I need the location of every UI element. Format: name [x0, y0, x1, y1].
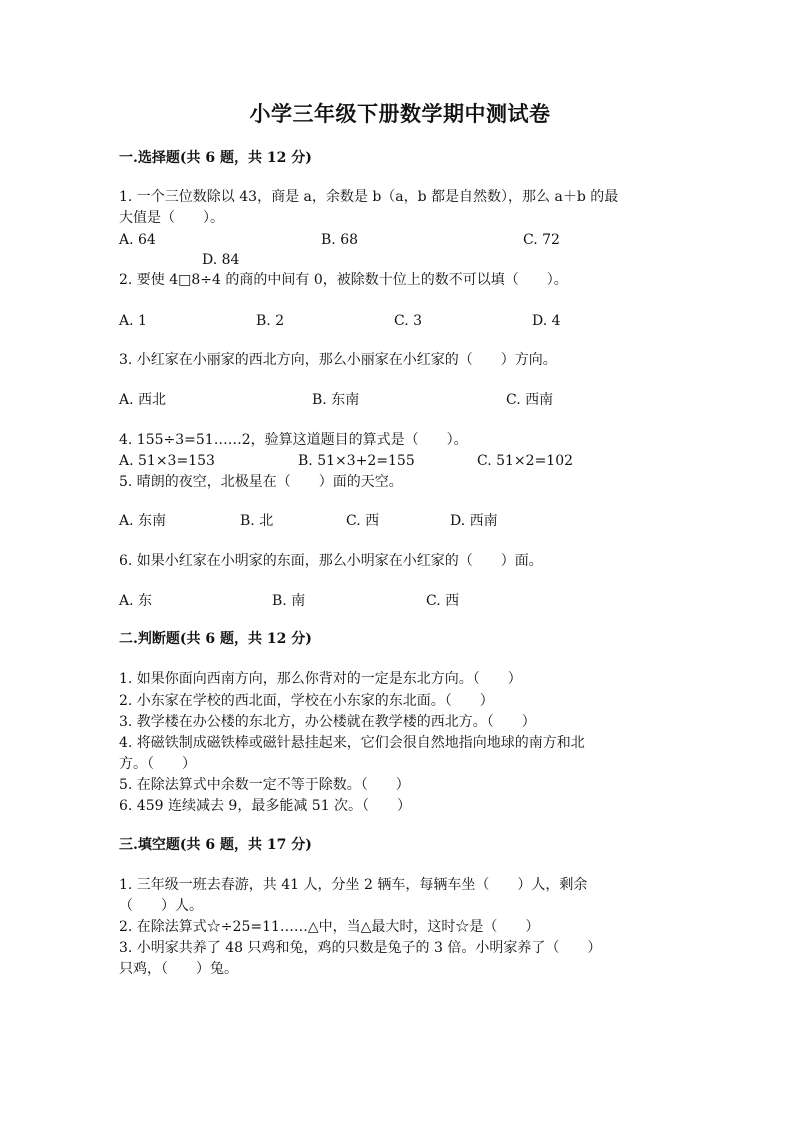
- judgment-item-5: 5. 在除法算式中余数一定不等于除数。（ ）: [119, 777, 410, 793]
- question-6-option-c: C. 西: [426, 593, 460, 609]
- question-1-text-line1: 1. 一个三位数除以 43，商是 a，余数是 b（a，b 都是自然数），那么 a＋b 的最: [119, 189, 619, 205]
- judgment-item-6: 6. 459 连续减去 9，最多能减 51 次。（ ）: [119, 798, 412, 814]
- question-5-option-b: B. 北: [240, 513, 274, 529]
- question-4-option-c: C. 51×2=102: [477, 453, 574, 469]
- question-3-option-c: C. 西南: [506, 392, 554, 408]
- question-3-option-b: B. 东南: [312, 392, 360, 408]
- question-1-text-line2: 大值是（ ）。: [119, 210, 224, 226]
- judgment-item-3: 3. 教学楼在办公楼的东北方，办公楼就在教学楼的西北方。（ ）: [119, 714, 536, 730]
- page-title: 小学三年级下册数学期中测试卷: [249, 101, 551, 126]
- question-5-option-a: A. 东南: [119, 513, 167, 529]
- question-2-option-c: C. 3: [394, 313, 423, 329]
- question-4-option-a: A. 51×3=153: [119, 453, 215, 469]
- question-2-option-d: D. 4: [532, 313, 561, 329]
- question-1-option-b: B. 68: [321, 232, 359, 248]
- question-5-text: 5. 晴朗的夜空，北极星在（ ）面的天空。: [119, 474, 403, 490]
- question-2-option-a: A. 1: [119, 313, 147, 329]
- judgment-item-4-line2: 方。（ ）: [119, 756, 196, 772]
- question-6-option-a: A. 东: [119, 593, 153, 609]
- question-6-option-b: B. 南: [272, 593, 306, 609]
- question-2-option-b: B. 2: [256, 313, 285, 329]
- question-3-text: 3. 小红家在小丽家的西北方向，那么小丽家在小红家的（ ）方向。: [119, 352, 557, 368]
- question-4-text: 4. 155÷3=51……2，验算这道题目的算式是（ ）。: [119, 432, 468, 448]
- judgment-item-1: 1. 如果你面向西南方向，那么你背对的一定是东北方向。（ ）: [119, 671, 522, 687]
- section-heading-judgment: 二.判断题(共 6 题，共 12 分): [119, 631, 312, 647]
- judgment-item-4-line1: 4. 将磁铁制成磁铁棒或磁针悬挂起来，它们会很自然地指向地球的南方和北: [119, 735, 585, 751]
- judgment-item-2: 2. 小东家在学校的西北面，学校在小东家的东北面。（ ）: [119, 693, 494, 709]
- section-heading-choice: 一.选择题(共 6 题，共 12 分): [119, 150, 312, 166]
- question-2-text: 2. 要使 4□8÷4 的商的中间有 0，被除数十位上的数不可以填（ ）。: [119, 272, 568, 288]
- fill-item-3-line1: 3. 小明家共养了 48 只鸡和兔，鸡的只数是兔子的 3 倍。小明家养了（ ）: [119, 940, 602, 956]
- question-6-text: 6. 如果小红家在小明家的东面，那么小明家在小红家的（ ）面。: [119, 553, 543, 569]
- question-3-option-a: A. 西北: [119, 392, 167, 408]
- question-5-option-c: C. 西: [346, 513, 380, 529]
- fill-item-3-line2: 只鸡，（ ）兔。: [119, 961, 238, 977]
- question-1-option-d: D. 84: [202, 252, 240, 268]
- section-heading-fill-blank: 三.填空题(共 6 题，共 17 分): [119, 837, 312, 853]
- fill-item-1-line2: （ ）人。: [119, 898, 203, 914]
- question-5-option-d: D. 西南: [450, 513, 498, 529]
- question-1-option-c: C. 72: [523, 232, 560, 248]
- question-1-option-a: A. 64: [119, 232, 156, 248]
- question-4-option-b: B. 51×3+2=155: [298, 453, 415, 469]
- fill-item-2: 2. 在除法算式☆÷25=11……△中，当△最大时，这时☆是（ ）: [119, 919, 540, 935]
- fill-item-1-line1: 1. 三年级一班去春游，共 41 人，分坐 2 辆车，每辆车坐（ ）人，剩余: [119, 877, 588, 893]
